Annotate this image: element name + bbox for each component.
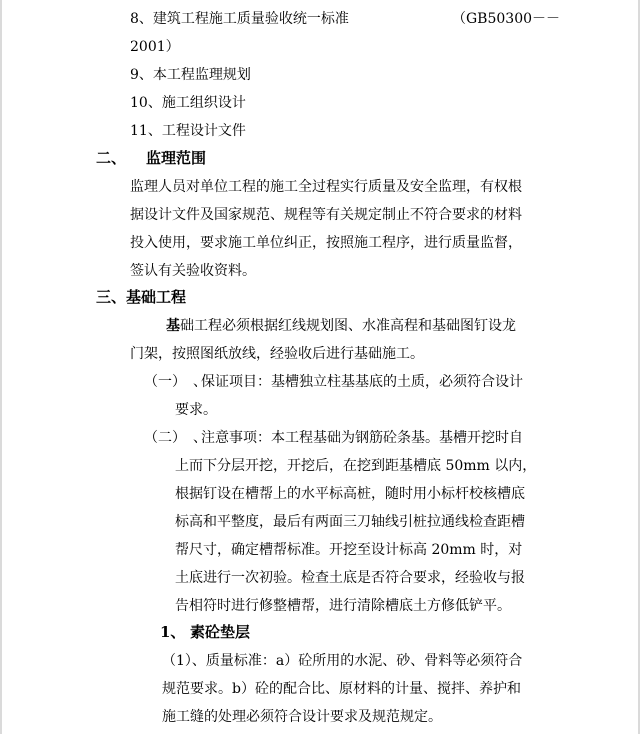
item2-line-7: 告相符时进行修整槽帮，进行清除槽底土方修低铲平。 (175, 598, 511, 614)
item1-label: （一） 、 (144, 374, 207, 390)
section2-line-4: 签认有关验收资料。 (130, 263, 256, 279)
section2-line-1: 监理人员对单位工程的施工全过程实行质量及安全监理，有权根 (130, 179, 522, 195)
item2-line-1: 注意事项：本工程基础为钢筋砼条基。基槽开挖时自 (201, 430, 523, 446)
ref-item-8-main: 8、建筑工程施工质量验收统一标准 (130, 11, 349, 27)
sub1-line-2: 规范要求。b）砼的配合比、原材料的计量、搅拌、养护和 (162, 681, 521, 697)
item2-line-2: 上而下分层开挖，开挖后，在挖到距基槽底 50mm 以内， (175, 458, 537, 474)
item1-line-1: 保证项目：基槽独立柱基基底的土质，必须符合设计 (201, 374, 523, 390)
section2-line-2: 据设计文件及国家规范、规程等有关规定制止不符合要求的材料 (130, 207, 522, 223)
sub1-number: 1、 (160, 623, 186, 641)
ref-item-11: 11、工程设计文件 (130, 123, 246, 139)
ref-item-9: 9、本工程监理规划 (130, 67, 251, 83)
section3-intro-rest: 础工程必须根据红线规划图、水准高程和基础图钉设龙 (180, 318, 516, 334)
sub1-line-1: （1）、质量标准：a）砼所用的水泥、砂、骨料等必须符合 (162, 653, 523, 669)
page-edge-left (0, 0, 2, 734)
item2-line-6: 土底进行一次初验。检查土底是否符合要求，经验收与报 (175, 570, 525, 586)
sub1-line-3: 施工缝的处理必须符合设计要求及规范规定。 (162, 709, 442, 725)
item1-line-2: 要求。 (175, 402, 217, 418)
item2-line-5: 帮尺寸，确定槽帮标准。开挖至设计标高 20mm 时，对 (175, 542, 523, 558)
section2-title: 监理范围 (146, 149, 207, 167)
section3-intro-line-2: 门架，按照图纸放线，经验收后进行基础施工。 (130, 346, 424, 362)
section3-title: 三、基础工程 (96, 288, 187, 306)
item2-line-3: 根据钉设在槽帮上的水平标高桩，随时用小标杆校核槽底 (175, 486, 525, 502)
item2-line-4: 标高和平整度，最后有两面三刀轴线引桩拉通线检查距槽 (175, 514, 525, 530)
ref-item-8-continuation: 2001） (130, 39, 180, 55)
section2-number: 二、 (96, 149, 127, 167)
item2-label: （二） 、 (144, 430, 207, 446)
sub1-title: 素砼垫层 (190, 623, 251, 641)
ref-item-10: 10、施工组织设计 (130, 95, 246, 111)
ref-item-8-code: （GB50300－－ (452, 11, 561, 27)
section2-line-3: 投入使用，要求施工单位纠正，按照施工程序，进行质量监督， (130, 235, 522, 251)
section3-intro-line-1 (166, 316, 516, 336)
section3-intro-first-char: 基 (166, 318, 180, 334)
